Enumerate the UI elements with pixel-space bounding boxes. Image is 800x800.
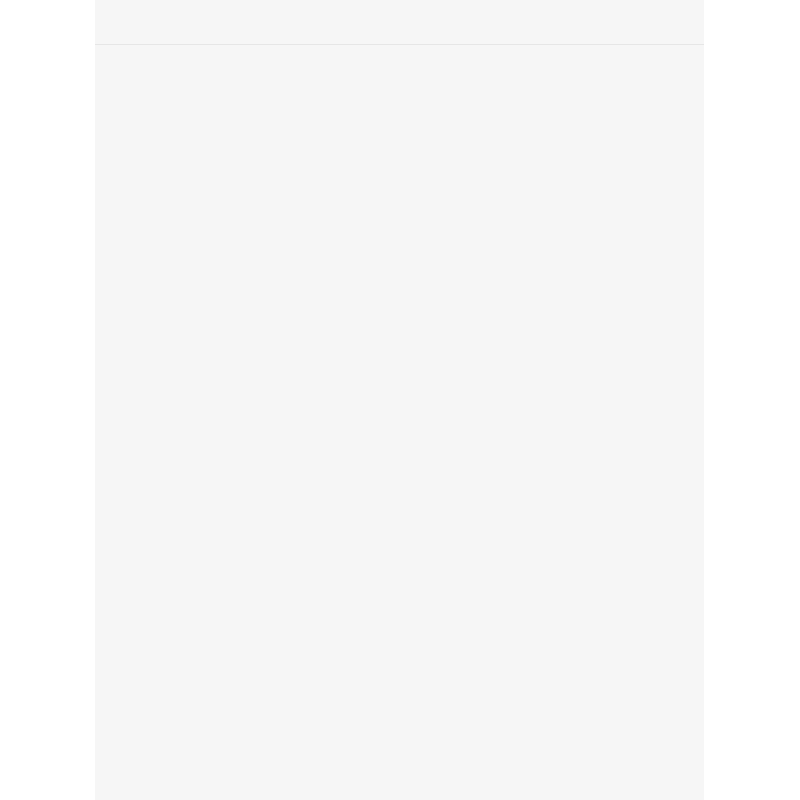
profile-table — [95, 0, 704, 800]
table-header — [95, 0, 704, 45]
